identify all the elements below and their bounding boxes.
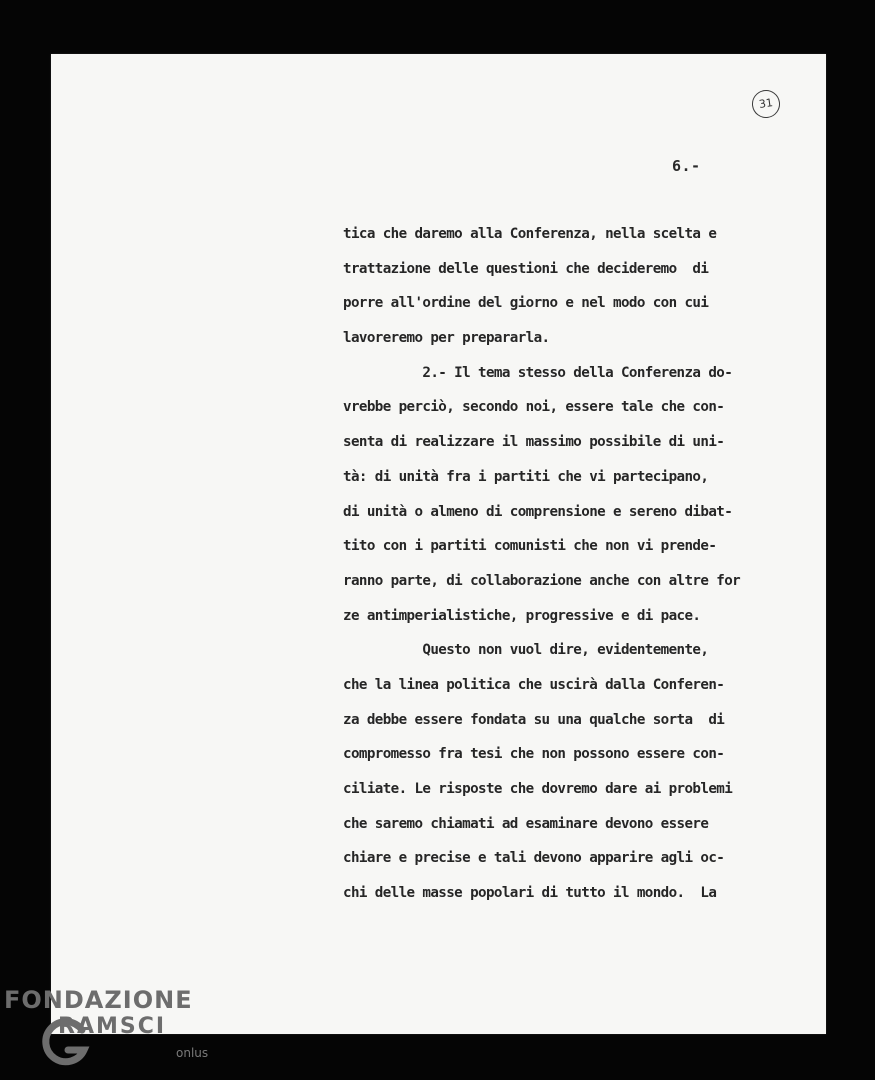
text-line: tica che daremo alla Conferenza, nella scelta e [343,226,717,242]
text-line: Questo non vuol dire, evidentemente, [343,642,709,659]
text-line: chi delle masse popolari di tutto il mondo. La [343,885,717,902]
typewritten-text [343,224,783,918]
text-line: vrebbe perciò, secondo noi, essere tale che con- [343,399,725,416]
text-line: che saremo chiamati ad esaminare devono essere [343,815,709,832]
text-line: chiare e precise e tali devono apparire agli oc- [343,850,725,867]
text-line: ciliate. Le risposte che dovremo dare ai problemi [343,781,733,797]
archive-stamp: 31 [750,88,782,120]
text-line: compromesso fra tesi che non possono essere con- [343,746,725,763]
logo-onlus: onlus [176,1046,209,1060]
text-line: tà: di unità fra i partiti che vi partecipano, [343,468,709,485]
fondazione-gramsci-logo [4,986,224,1080]
page-number: 6.- [672,157,701,175]
text-line: tito con i partiti comunisti che non vi prende- [343,538,717,555]
text-line: ranno parte, di collaborazione anche con altre for [343,572,741,589]
text-line: di unità o almeno di comprensione e sereno dibat- [343,503,733,520]
text-line: za debbe essere fondata su una qualche sorta di [343,711,725,728]
logo-line-2: RAMSCI [58,1014,167,1039]
text-line: senta di realizzare il massimo possibile di uni- [343,434,725,451]
text-line: porre all'ordine del giorno e nel modo con cui [343,295,709,312]
text-line: ze antimperialistiche, progressive e di pace. [343,607,701,624]
text-line: 2.- Il tema stesso della Conferenza do- [343,364,733,381]
text-line: lavoreremo per prepararla. [343,330,550,347]
text-line: che la linea politica che uscirà dalla Conferen- [343,676,725,693]
text-line: trattazione delle questioni che decideremo di [343,260,709,277]
logo-line-1: FONDAZIONE [4,986,193,1014]
